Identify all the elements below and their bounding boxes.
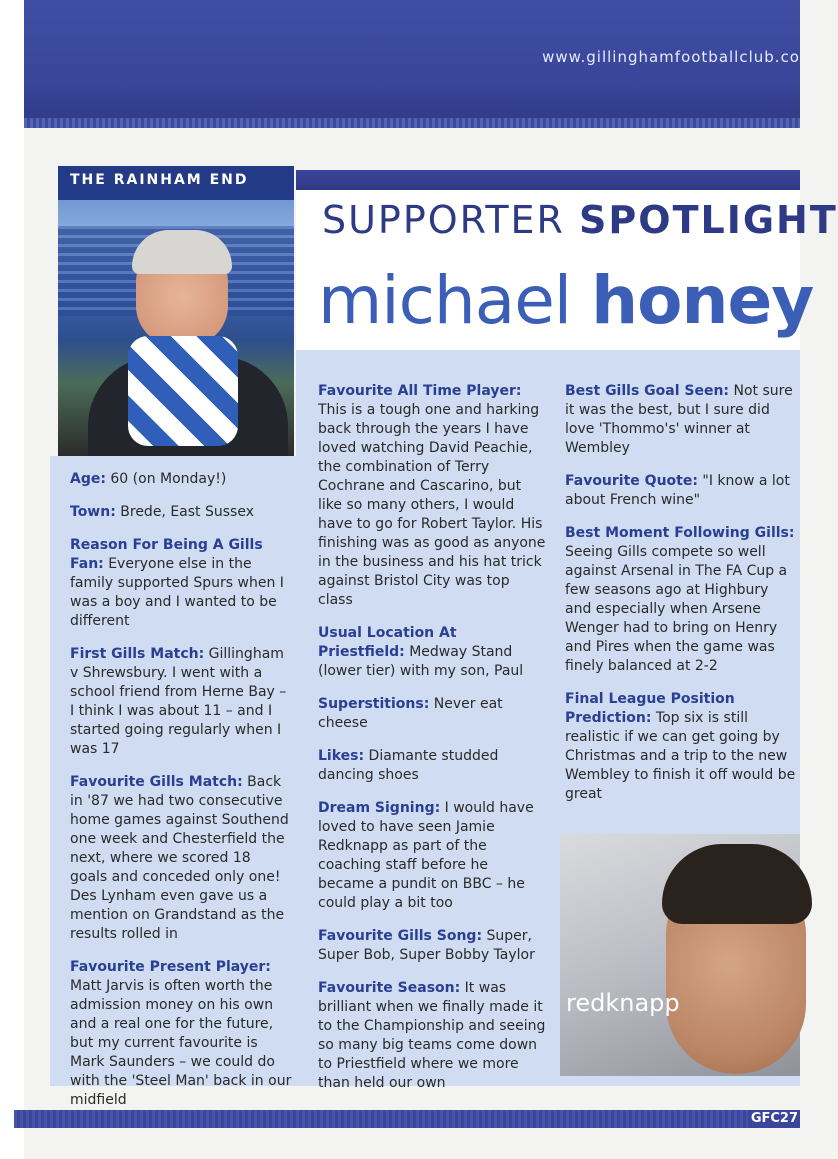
qa-answer: It was brilliant when we finally made it to the Championship and seeing so many big teams come down to Priestfield where we more than held our own — [318, 980, 546, 1091]
club-url: www.gillinghamfootballclub.co — [542, 48, 800, 66]
qa-item — [565, 524, 797, 676]
title-band — [296, 170, 800, 190]
qa-answer: Diamante studded dancing shoes — [318, 748, 499, 783]
qa-label: Favourite Season: — [318, 980, 461, 996]
qa-answer: Medway Stand (lower tier) with my son, Paul — [318, 644, 524, 679]
qa-answer: Matt Jarvis is often worth the admission money on his own and a real one for the future, but my current favourite is Mark Saunders – we could do with the 'Steel Man' back in our midfield — [70, 978, 292, 1108]
supporter-photo — [58, 166, 294, 456]
qa-label: Likes: — [318, 748, 365, 764]
qa-item — [318, 695, 548, 733]
qa-label: Favourite Gills Match: — [70, 774, 243, 790]
qa-label: Favourite All Time Player: — [318, 383, 522, 399]
name-last: honey — [591, 262, 814, 339]
qa-answer: "I know a lot about French wine" — [565, 473, 790, 508]
qa-answer: Not sure it was the best, but I sure did love 'Thommo's' winner at Wembley — [565, 383, 793, 456]
section-title — [322, 198, 838, 242]
qa-label: Usual Location At Priestfield: — [318, 625, 457, 660]
qa-answer: Top six is still realistic if we can get going by Christmas and a trip to the new Wembley to finish it off would be great — [565, 710, 796, 802]
qa-label: Favourite Gills Song: — [318, 928, 483, 944]
rainham-end-sign: THE RAINHAM END — [58, 166, 294, 200]
page-number: GFC27 — [748, 1110, 800, 1128]
title-supporter: SUPPORTER — [322, 198, 565, 242]
qa-item — [70, 958, 292, 1110]
left-column — [70, 470, 292, 1124]
supporter-scarf — [128, 336, 238, 446]
qa-answer: I would have loved to have seen Jamie Redknapp as part of the coaching staff before he became a pundit on BBC – he could play a bit too — [318, 800, 534, 911]
name-first: michael — [318, 262, 572, 339]
qa-item — [70, 645, 292, 759]
qa-item — [318, 747, 548, 785]
qa-answer: Super, Super Bob, Super Bobby Taylor — [318, 928, 535, 963]
redknapp-caption: redknapp — [566, 989, 680, 1017]
qa-answer: This is a tough one and harking back through the years I have loved watching David Peachie, the combination of Terry Cochrane and Cascarino, but like so many others, I would have to go for Robert Taylor. His finishing was as good as anyone in the business and his hat trick against Bristol City was top class — [318, 402, 546, 608]
qa-label: Best Gills Goal Seen: — [565, 383, 730, 399]
supporter-name — [318, 262, 813, 339]
qa-label: Favourite Present Player: — [70, 959, 271, 975]
footer-band — [14, 1110, 800, 1128]
qa-label: Superstitions: — [318, 696, 430, 712]
qa-item — [70, 503, 292, 522]
middle-column — [318, 382, 548, 1107]
qa-label: First Gills Match: — [70, 646, 205, 662]
qa-item — [318, 799, 548, 913]
qa-answer: Never eat cheese — [318, 696, 503, 731]
qa-item — [318, 624, 548, 681]
qa-answer: 60 (on Monday!) — [105, 471, 227, 487]
qa-item — [70, 773, 292, 944]
qa-item — [70, 536, 292, 631]
qa-item — [318, 382, 548, 610]
supporter-hair — [132, 230, 232, 274]
qa-label: Best Moment Following Gills: — [565, 525, 795, 541]
qa-item — [565, 690, 797, 804]
qa-label: Dream Signing: — [318, 800, 441, 816]
header-stripe — [24, 118, 800, 128]
page-margin — [0, 0, 24, 1159]
header-band — [24, 0, 800, 128]
qa-item — [565, 382, 797, 458]
qa-answer: Brede, East Sussex — [115, 504, 254, 520]
redknapp-hair — [662, 844, 812, 924]
qa-item — [70, 470, 292, 489]
qa-answer: Everyone else in the family supported Spurs when I was a boy and I wanted to be different — [70, 556, 284, 629]
qa-label: Reason For Being A Gills Fan: — [70, 537, 263, 572]
qa-answer: Seeing Gills compete so well against Arsenal in The FA Cup a few seasons ago at Highbury and especially when Arsene Wenger had to bring on Henry and Pires when the game was finely balanced at 2-2 — [565, 544, 788, 674]
supporter-figure — [118, 236, 248, 476]
qa-item — [318, 927, 548, 965]
qa-label: Favourite Quote: — [565, 473, 698, 489]
qa-item — [318, 979, 548, 1093]
qa-answer: Gillingham v Shrewsbury. I went with a school friend from Herne Bay – I think I was about 11 – and I started going regularly when I was 17 — [70, 646, 287, 757]
qa-label: Age: — [70, 471, 106, 487]
qa-answer: Back in '87 we had two consecutive home games against Southend one week and Chesterfield the next, where we scored 18 goals and conceded only one! Des Lynham even gave us a mention on Grandstand as the results rolled in — [70, 774, 289, 942]
qa-item — [565, 472, 797, 510]
qa-label: Final League Position Prediction: — [565, 691, 735, 726]
right-column — [565, 382, 797, 818]
redknapp-photo — [560, 834, 800, 1076]
title-spotlight: SPOTLIGHT — [579, 198, 838, 242]
qa-label: Town: — [70, 504, 116, 520]
